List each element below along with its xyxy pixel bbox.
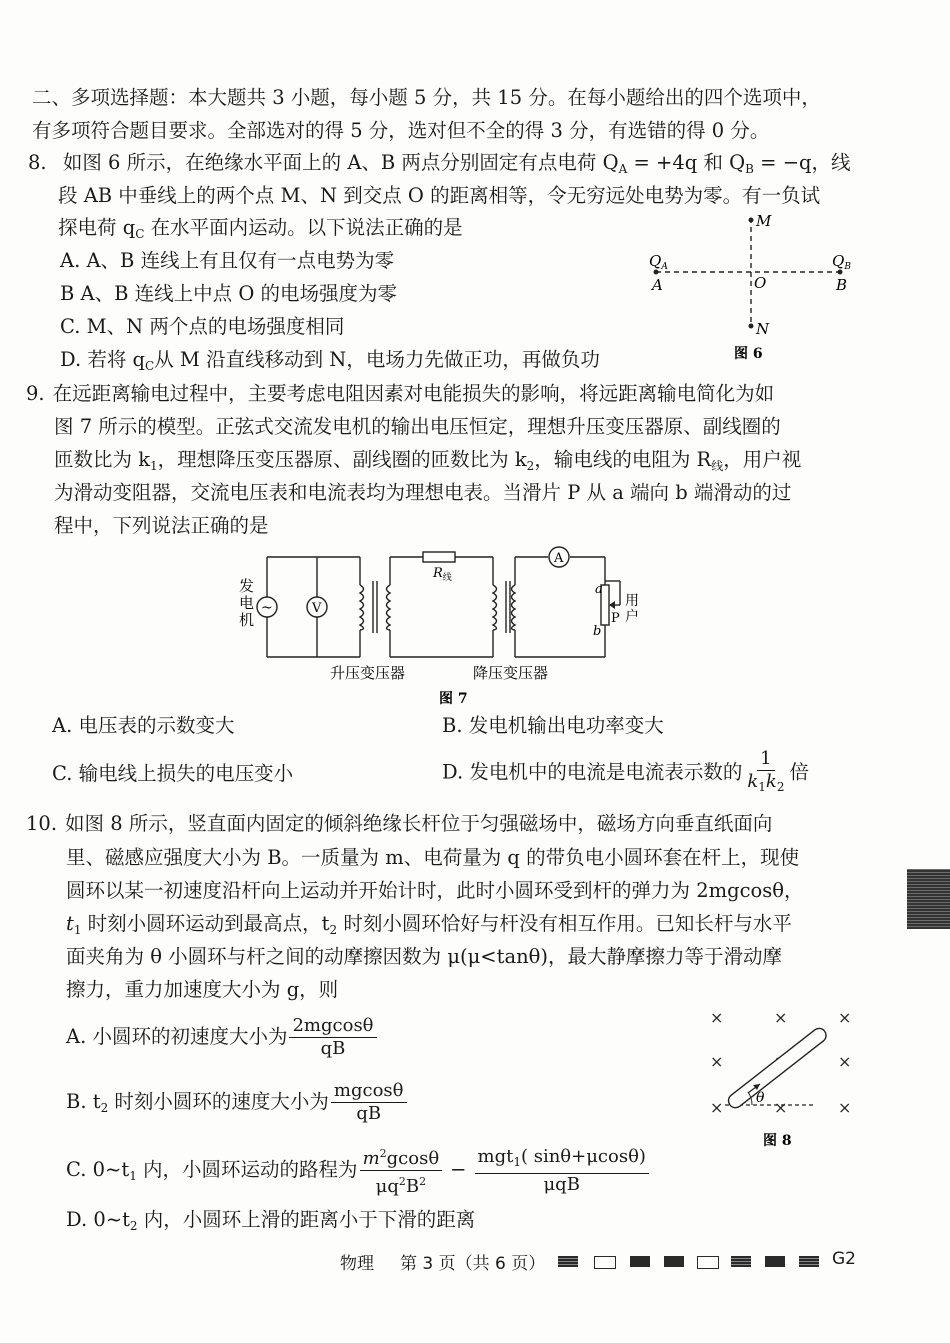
- figure-8: [700, 1005, 860, 1150]
- point-n: [749, 324, 754, 329]
- q8-line3: 探电荷 $q_C$ 在水平面内运动。以下说法正确的是: [58, 216, 463, 241]
- svg-text:×: ×: [710, 1052, 724, 1071]
- slider-arrow-icon: [609, 601, 615, 609]
- label-a: A: [652, 276, 663, 294]
- q9-option-d-fraction: $\frac{1}{k_1k_2}$: [747, 748, 785, 794]
- section-heading-line1: 二、多项选择题：本大题共 3 小题，每小题 5 分，共 15 分。在每小题给出的四个选项中，: [32, 86, 821, 109]
- q9-line2: 图 7 所示的模型。正弦式交流发电机的输出电压恒定，理想升压变压器原、副线圈的: [54, 415, 781, 438]
- footer-subject: 物理: [340, 1254, 374, 1274]
- footer-code-box-2: [594, 1256, 616, 1269]
- svg-text:×: ×: [710, 1008, 724, 1027]
- svg-text:×: ×: [774, 1008, 788, 1027]
- svg-text:机: 机: [239, 611, 255, 629]
- q9-line5: 程中，下列说法正确的是: [54, 514, 269, 537]
- q8-option-d: D. 若将 $q_C$从 M 沿直线移动到 N，电场力先做正功，再做负功: [60, 348, 600, 373]
- resistor-label: $R_线$: [433, 566, 452, 583]
- q9-option-d: D. 发电机中的电流是电流表示数的 $\frac{1}{k_1k_2}$ 倍: [442, 748, 809, 798]
- q10-option-d: D. $0\sim t_2$ 内，小圆环上滑的距离小于下滑的距离: [66, 1208, 476, 1233]
- q9-line1: 9. 在远距离输电过程中，主要考虑电阻因素对电能损失的影响，将远距离输电简化为如: [26, 382, 775, 405]
- footer-code-box-8: [799, 1256, 819, 1267]
- label-o: O: [754, 274, 767, 292]
- terminal-b: b: [593, 624, 602, 639]
- q8-line2: 段 AB 中垂线上的两个点 M、N 到交点 O 的距离相等，令无穷远处电势为零。有一负试: [58, 184, 821, 207]
- figure-7-caption: 图 7: [439, 691, 468, 707]
- q8-number: 8.: [28, 151, 47, 174]
- figure-6: [640, 210, 865, 370]
- q8-option-c: C. M、N 两个点的电场强度相同: [60, 315, 345, 338]
- svg-text:×: ×: [838, 1052, 852, 1071]
- label-qb: $Q_B$: [832, 252, 851, 272]
- q10-number: 10.: [26, 812, 58, 835]
- svg-text:×: ×: [774, 1098, 788, 1117]
- footer-code-box-6: [731, 1256, 751, 1267]
- point-m: [749, 218, 754, 223]
- footer-code-box-4: [664, 1256, 684, 1267]
- q10-option-b: B. $t_2$ 时刻小圆环的速度大小为 $\frac{mgcos\theta}{qB}$: [66, 1080, 409, 1125]
- q9-line3: 匝数比为 $k_1$，理想降压变压器原、副线圈的匝数比为 $k_2$，输电线的电阻为 $R_线$，用户视: [54, 448, 802, 473]
- q9-line4: 为滑动变阻器，交流电压表和电流表均为理想电表。当滑片 P 从 a 端向 b 端滑动的过: [54, 481, 792, 504]
- point-a: [654, 270, 659, 275]
- footer-page-number: 第 3 页（共 6 页）: [400, 1254, 546, 1274]
- resistor-icon: [423, 552, 455, 562]
- q10-option-c: C. $0\sim t_1$ 内，小圆环运动的路程为 $\frac{m^2gcos\theta}{\mu q^2B^2}$ − $\frac{mgt_1( \sin\theta+\mu\cos\theta)}{\text{μqB}}$: [66, 1143, 651, 1198]
- q10-line1: 10. 如图 8 所示，竖直面内固定的倾斜绝缘长杆位于匀强磁场中，磁场方向垂直纸面向: [26, 812, 773, 835]
- svg-text:电: 电: [239, 594, 255, 612]
- label-m: M: [756, 212, 772, 230]
- label-b: B: [836, 276, 848, 294]
- figure-7: [225, 545, 665, 710]
- q8-option-a: A. A、B 连线上有且仅有一点电势为零: [60, 249, 395, 272]
- footer-code-box-5: [697, 1256, 719, 1269]
- user-label: 用: [625, 593, 639, 609]
- slider-p: P: [611, 611, 620, 626]
- q10-line2: 里、磁感应强度大小为 B。一质量为 m、电荷量为 q 的带负电小圆环套在杆上，现使: [66, 846, 800, 869]
- label-n: N: [756, 320, 770, 338]
- svg-text:×: ×: [838, 1008, 852, 1027]
- q8-option-b: B A、B 连线上中点 O 的电场强度为零: [60, 282, 398, 305]
- q10-line6: 擦力，重力加速度大小为 g，则: [66, 978, 339, 1001]
- q9-option-c: C. 输电线上损失的电压变小: [52, 762, 294, 785]
- svg-text:A: A: [554, 551, 564, 566]
- svg-text:V: V: [312, 601, 322, 616]
- q10-option-a: A. 小圆环的初速度大小为 $\frac{2mgcos\theta}{qB}$: [66, 1015, 379, 1060]
- figure-6-caption: 图 6: [734, 346, 763, 362]
- q9-option-a: A. 电压表的示数变大: [52, 714, 235, 737]
- binding-tab-marker: [907, 869, 950, 929]
- terminal-a: a: [595, 582, 603, 597]
- svg-text:~: ~: [261, 600, 273, 616]
- generator-label: 发: [239, 577, 255, 595]
- figure-8-caption: 图 8: [763, 1133, 792, 1149]
- footer-code-box-3: [630, 1256, 650, 1267]
- angle-label: θ: [756, 1090, 765, 1106]
- label-qa: $Q_A$: [649, 252, 668, 272]
- svg-text:×: ×: [710, 1098, 724, 1117]
- q9-number: 9.: [26, 382, 45, 405]
- svg-text:×: ×: [838, 1098, 852, 1117]
- q8-line1: 8. 如图 6 所示，在绝缘水平面上的 A、B 两点分别固定有点电荷 $Q_A = +4q$ 和 $Q_B = -q$，线: [28, 151, 851, 176]
- footer-code-box-7: [765, 1256, 785, 1267]
- footer-code: G2: [832, 1249, 856, 1269]
- q10-line4: $t_1$ 时刻小圆环运动到最高点，$t_2$ 时刻小圆环恰好与杆没有相互作用。已知长杆与水平: [66, 912, 792, 937]
- section-heading-line2: 有多项符合题目要求。全部选对的得 5 分，选对但不全的得 3 分，有选错的得 0 分。: [32, 119, 770, 142]
- q10-line3: 圆环以某一初速度沿杆向上运动并开始计时，此时小圆环受到杆的弹力为 2mgcosθ，: [66, 879, 804, 902]
- q9-option-b: B. 发电机输出电功率变大: [442, 714, 664, 737]
- footer-code-box-1: [558, 1256, 578, 1267]
- step-up-label: 升压变压器: [330, 664, 406, 682]
- point-b: [838, 270, 843, 275]
- q10-line5: 面夹角为 θ 小圆环与杆之间的动摩擦因数为 μ(μ<tanθ)，最大静摩擦力等于滑动摩: [66, 945, 782, 968]
- svg-text:户: 户: [625, 609, 639, 625]
- step-down-label: 降压变压器: [473, 664, 549, 682]
